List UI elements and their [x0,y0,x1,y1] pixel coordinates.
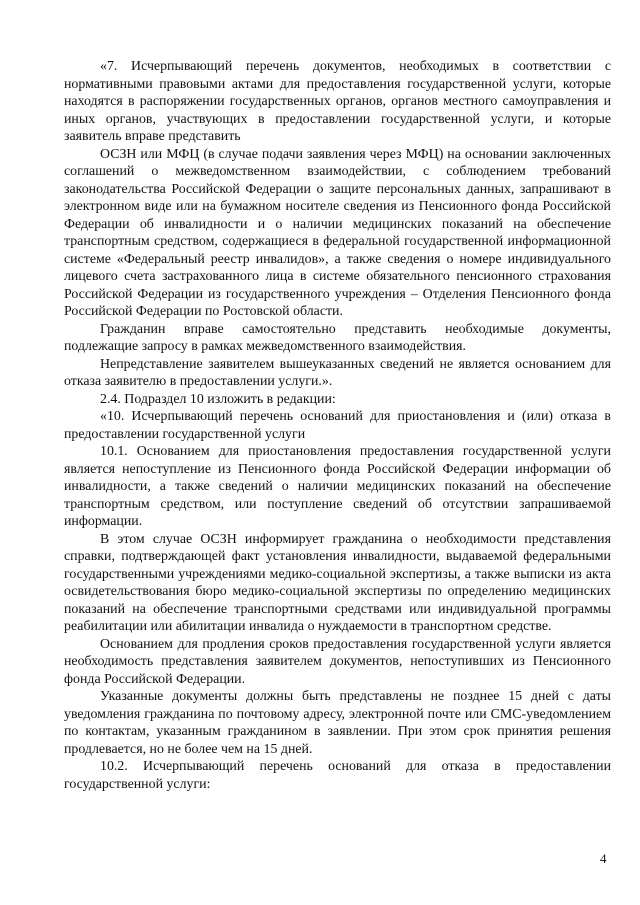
paragraph-10-1: 10.1. Основанием для приостановления предоставления государственной услуги является непоступление из Пенсионного фонда Российской Федерации информации об инвалидности, а также сведений о наличии медицинских показаний на обеспечение транспортным средством, или поступление сведений об отсутствии запрашиваемой информации. [64,444,611,529]
paragraph-7-heading: «7. Исчерпывающий перечень документов, необходимых в соответствии с нормативными правовыми актами для предоставления государственной услуги, которые находятся в распоряжении государственных органов, органов местного самоуправления и иных органов, участвующих в предоставлении государственной услуги, и которые заявитель вправе представить [64,59,611,144]
paragraph-10-heading: «10. Исчерпывающий перечень оснований для приостановления и (или) отказа в предоставлении государственной услуги [64,409,611,442]
document-body [64,58,611,793]
paragraph-2-4: 2.4. Подраздел 10 изложить в редакции: [100,391,336,407]
paragraph-oszn-informs: В этом случае ОСЗН информирует гражданина о необходимости представления справки, подтверждающей факт установления инвалидности, выдаваемой федеральными государственными учреждениями медико-социальной экспертизы, а также выписки из акта освидетельствования бюро медико-социальной экспертизы по определению медицинских показаний на обеспечение транспортными средствами или индивидуальной программы реабилитации или абилитации инвалида о нуждаемости в транспортном средстве. [64,531,611,634]
paragraph-oszn-request: ОСЗН или МФЦ (в случае подачи заявления через МФЦ) на основании заключенных соглашений о межведомственном взаимодействии, с соблюдением требований законодательства Российской Федерации о защите персональных данных, запрашивают в электронном виде или на бумажном носителе сведения из Пенсионного фонда Российской Федерации об инвалидности и о наличии медицинских показаний на обеспечение транспортным средством, содержащиеся в федеральной государственной информационной системе «Федеральный реестр инвалидов», а также сведения о номере индивидуального лицевого счета застрахованного лица в системе обязательного пенсионного страхования Российской Федерации из государственного учреждения – Отделения Пенсионного фонда Российской Федерации по Ростовской области. [64,146,611,319]
paragraph-deadline: Указанные документы должны быть представлены не позднее 15 дней с даты уведомления гражданина по почтовому адресу, электронной почте или СМС-уведомлением по контактам, указанным гражданином в заявлении. При этом срок принятия решения продлевается, но не более чем на 15 дней. [64,689,611,757]
paragraph-10-2: 10.2. Исчерпывающий перечень оснований для отказа в предоставлении государственной услуги: [64,759,611,792]
paragraph-non-submission: Непредставление заявителем вышеуказанных сведений не является основанием для отказа заявителю в предоставлении услуги.». [64,356,611,389]
page-number: 4 [600,851,607,866]
paragraph-citizen-right: Гражданин вправе самостоятельно представить необходимые документы, подлежащие запросу в рамках межведомственного взаимодействия. [64,321,611,354]
paragraph-extension-basis: Основанием для продления сроков предоставления государственной услуги является необходимость представления заявителем документов, непоступивших из Пенсионного фонда Российской Федерации. [64,636,611,687]
